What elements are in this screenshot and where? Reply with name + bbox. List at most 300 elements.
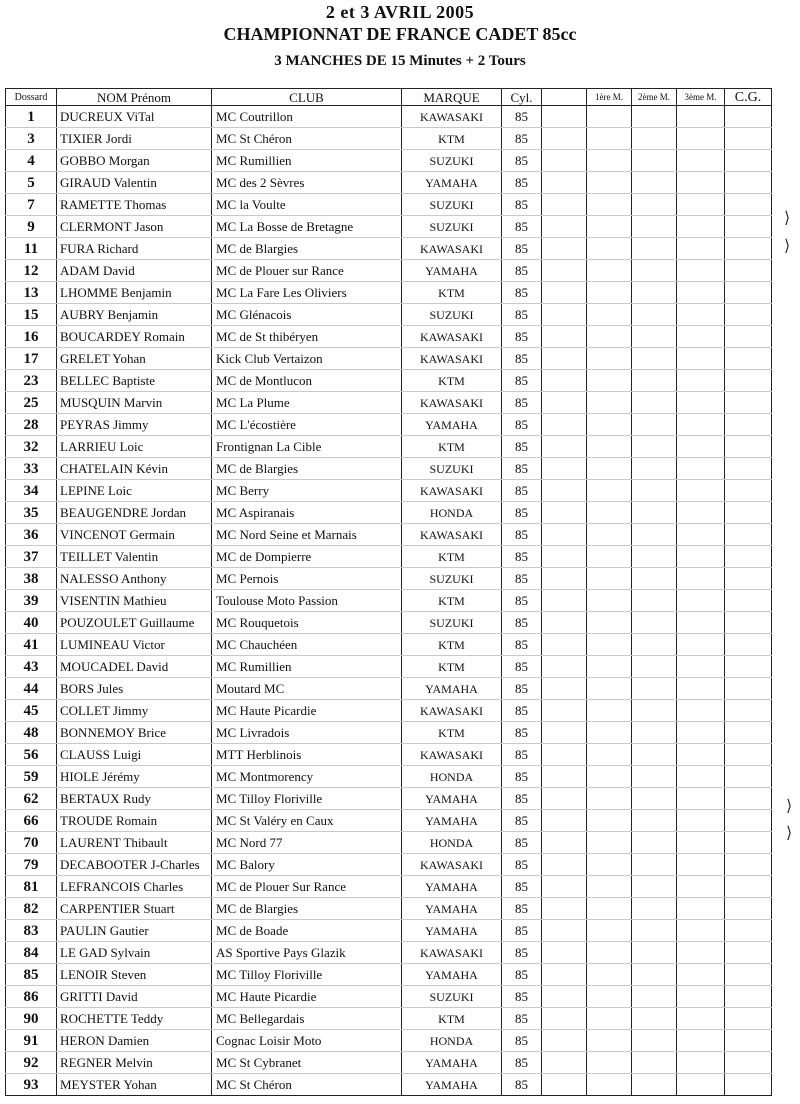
manche-2-cell [632,722,677,744]
spacer-cell [542,810,587,832]
cg-cell [725,260,772,282]
rider-name-cell: BORS Jules [57,678,212,700]
brand-cell: YAMAHA [402,1052,502,1074]
manche-1-cell [587,788,632,810]
dossard-cell: 36 [6,524,57,546]
club-cell: Cognac Loisir Moto [212,1030,402,1052]
brand-cell: YAMAHA [402,1074,502,1096]
manche-2-cell [632,1052,677,1074]
manche-2-cell [632,656,677,678]
manche-1-cell [587,128,632,150]
margin-mark: ⟩ [786,798,793,815]
manche-1-cell [587,546,632,568]
manche-3-cell [677,1008,725,1030]
brand-cell: KAWASAKI [402,348,502,370]
club-cell: MC de Blargies [212,458,402,480]
brand-cell: KAWASAKI [402,744,502,766]
spacer-cell [542,590,587,612]
rider-name-cell: LHOMME Benjamin [57,282,212,304]
club-cell: MC La Fare Les Oliviers [212,282,402,304]
brand-cell: YAMAHA [402,172,502,194]
club-cell: MC de Plouer sur Rance [212,260,402,282]
cg-cell [725,194,772,216]
spacer-cell [542,1052,587,1074]
table-row [6,128,772,150]
rider-name-cell: LEPINE Loic [57,480,212,502]
dossard-cell: 41 [6,634,57,656]
manche-3-cell [677,920,725,942]
brand-cell: KAWASAKI [402,700,502,722]
manche-3-cell [677,700,725,722]
displacement-cell: 85 [502,876,542,898]
displacement-cell: 85 [502,744,542,766]
manche-1-cell [587,1074,632,1096]
dossard-cell: 7 [6,194,57,216]
club-cell: MC des 2 Sèvres [212,172,402,194]
manche-3-cell [677,810,725,832]
col-manche-2: 2ème M. [632,89,677,106]
club-cell: MC la Voulte [212,194,402,216]
table-row [6,1008,772,1030]
rider-name-cell: LE GAD Sylvain [57,942,212,964]
manche-3-cell [677,326,725,348]
rider-name-cell: PAULIN Gautier [57,920,212,942]
brand-cell: KTM [402,370,502,392]
table-row [6,568,772,590]
dossard-cell: 44 [6,678,57,700]
table-row [6,524,772,546]
manche-3-cell [677,216,725,238]
cg-cell [725,744,772,766]
manche-1-cell [587,1008,632,1030]
brand-cell: KAWASAKI [402,480,502,502]
cg-cell [725,656,772,678]
manche-3-cell [677,832,725,854]
cg-cell [725,458,772,480]
manche-2-cell [632,964,677,986]
spacer-cell [542,1030,587,1052]
rider-name-cell: RAMETTE Thomas [57,194,212,216]
col-cyl: Cyl. [502,89,542,106]
table-row [6,964,772,986]
cg-cell [725,986,772,1008]
manche-1-cell [587,282,632,304]
manche-1-cell [587,216,632,238]
rider-name-cell: BELLEC Baptiste [57,370,212,392]
table-row [6,1074,772,1096]
club-cell: MC de Blargies [212,898,402,920]
manche-1-cell [587,502,632,524]
spacer-cell [542,700,587,722]
brand-cell: KAWASAKI [402,392,502,414]
displacement-cell: 85 [502,172,542,194]
table-row [6,1030,772,1052]
spacer-cell [542,788,587,810]
rider-name-cell: GIRAUD Valentin [57,172,212,194]
spacer-cell [542,964,587,986]
displacement-cell: 85 [502,898,542,920]
displacement-cell: 85 [502,502,542,524]
rider-name-cell: HERON Damien [57,1030,212,1052]
displacement-cell: 85 [502,942,542,964]
col-marque: MARQUE [402,89,502,106]
club-cell: Toulouse Moto Passion [212,590,402,612]
manche-3-cell [677,678,725,700]
manche-3-cell [677,1030,725,1052]
col-dossard: Dossard [6,89,57,106]
displacement-cell: 85 [502,524,542,546]
displacement-cell: 85 [502,348,542,370]
manche-2-cell [632,788,677,810]
cg-cell [725,1074,772,1096]
rider-name-cell: BEAUGENDRE Jordan [57,502,212,524]
brand-cell: KTM [402,436,502,458]
displacement-cell: 85 [502,260,542,282]
manche-3-cell [677,524,725,546]
brand-cell: YAMAHA [402,964,502,986]
manche-1-cell [587,590,632,612]
club-cell: MC Montmorency [212,766,402,788]
spacer-cell [542,898,587,920]
displacement-cell: 85 [502,150,542,172]
spacer-cell [542,150,587,172]
manche-3-cell [677,986,725,1008]
rider-name-cell: COLLET Jimmy [57,700,212,722]
manche-3-cell [677,194,725,216]
cg-cell [725,502,772,524]
rider-name-cell: TIXIER Jordi [57,128,212,150]
displacement-cell: 85 [502,1052,542,1074]
dossard-cell: 84 [6,942,57,964]
spacer-cell [542,282,587,304]
margin-mark: ⟩ [786,825,793,842]
manche-2-cell [632,216,677,238]
brand-cell: YAMAHA [402,876,502,898]
displacement-cell: 85 [502,370,542,392]
table-row [6,678,772,700]
club-cell: MC St Chéron [212,128,402,150]
manche-2-cell [632,194,677,216]
table-row [6,172,772,194]
club-cell: MC St Cybranet [212,1052,402,1074]
manche-1-cell [587,436,632,458]
cg-cell [725,480,772,502]
club-cell: MC de Boade [212,920,402,942]
dossard-cell: 28 [6,414,57,436]
manche-1-cell [587,568,632,590]
rider-name-cell: GOBBO Morgan [57,150,212,172]
club-cell: MC Tilloy Floriville [212,964,402,986]
manche-1-cell [587,1052,632,1074]
manche-3-cell [677,128,725,150]
cg-cell [725,524,772,546]
rider-name-cell: POUZOULET Guillaume [57,612,212,634]
manche-1-cell [587,634,632,656]
manche-3-cell [677,546,725,568]
rider-name-cell: GRITTI David [57,986,212,1008]
dossard-cell: 40 [6,612,57,634]
displacement-cell: 85 [502,678,542,700]
manche-2-cell [632,634,677,656]
table-header-row [6,89,772,106]
dossard-cell: 32 [6,436,57,458]
dossard-cell: 59 [6,766,57,788]
rider-name-cell: LARRIEU Loic [57,436,212,458]
dossard-cell: 81 [6,876,57,898]
manche-2-cell [632,986,677,1008]
spacer-cell [542,722,587,744]
club-cell: MC Haute Picardie [212,700,402,722]
table-row [6,634,772,656]
cg-cell [725,612,772,634]
rider-name-cell: REGNER Melvin [57,1052,212,1074]
entry-list-table [5,88,772,1096]
table-row [6,700,772,722]
dossard-cell: 86 [6,986,57,1008]
manche-1-cell [587,414,632,436]
brand-cell: HONDA [402,502,502,524]
club-cell: MC de Blargies [212,238,402,260]
dossard-cell: 15 [6,304,57,326]
spacer-cell [542,876,587,898]
displacement-cell: 85 [502,282,542,304]
displacement-cell: 85 [502,1074,542,1096]
manche-1-cell [587,392,632,414]
dossard-cell: 70 [6,832,57,854]
championship-title: CHAMPIONNAT DE FRANCE CADET 85cc [223,24,577,44]
dossard-cell: 43 [6,656,57,678]
manche-3-cell [677,634,725,656]
dossard-cell: 11 [6,238,57,260]
club-cell: MC La Bosse de Bretagne [212,216,402,238]
manche-1-cell [587,1030,632,1052]
manche-2-cell [632,744,677,766]
rider-name-cell: LEFRANCOIS Charles [57,876,212,898]
manche-1-cell [587,106,632,128]
displacement-cell: 85 [502,854,542,876]
brand-cell: KTM [402,634,502,656]
manche-1-cell [587,942,632,964]
cg-cell [725,898,772,920]
cg-cell [725,788,772,810]
cg-cell [725,678,772,700]
cg-cell [725,172,772,194]
rider-name-cell: CLAUSS Luigi [57,744,212,766]
manche-2-cell [632,678,677,700]
manche-2-cell [632,1074,677,1096]
manche-1-cell [587,766,632,788]
manche-3-cell [677,304,725,326]
manche-1-cell [587,524,632,546]
rider-name-cell: HIOLE Jérémy [57,766,212,788]
manche-3-cell [677,414,725,436]
cg-cell [725,920,772,942]
club-cell: MC Livradois [212,722,402,744]
col-club: CLUB [212,89,402,106]
rider-name-cell: DECABOOTER J-Charles [57,854,212,876]
brand-cell: KTM [402,282,502,304]
spacer-cell [542,414,587,436]
cg-cell [725,128,772,150]
displacement-cell: 85 [502,392,542,414]
dossard-cell: 13 [6,282,57,304]
spacer-cell [542,1074,587,1096]
manche-1-cell [587,260,632,282]
club-cell: Kick Club Vertaizon [212,348,402,370]
spacer-cell [542,524,587,546]
manche-2-cell [632,370,677,392]
dossard-cell: 93 [6,1074,57,1096]
manche-1-cell [587,876,632,898]
club-cell: Moutard MC [212,678,402,700]
table-row [6,986,772,1008]
rider-name-cell: GRELET Yohan [57,348,212,370]
displacement-cell: 85 [502,436,542,458]
table-row [6,612,772,634]
manche-3-cell [677,458,725,480]
displacement-cell: 85 [502,722,542,744]
table-row [6,502,772,524]
cg-cell [725,700,772,722]
manche-2-cell [632,260,677,282]
dossard-cell: 85 [6,964,57,986]
displacement-cell: 85 [502,810,542,832]
brand-cell: YAMAHA [402,414,502,436]
dossard-cell: 92 [6,1052,57,1074]
dossard-cell: 39 [6,590,57,612]
rider-name-cell: LUMINEAU Victor [57,634,212,656]
manche-2-cell [632,128,677,150]
spacer-cell [542,986,587,1008]
displacement-cell: 85 [502,480,542,502]
manche-2-cell [632,150,677,172]
brand-cell: YAMAHA [402,920,502,942]
table-row [6,744,772,766]
manche-1-cell [587,150,632,172]
manche-1-cell [587,810,632,832]
dossard-cell: 56 [6,744,57,766]
club-cell: MC Nord Seine et Marnais [212,524,402,546]
rider-name-cell: NALESSO Anthony [57,568,212,590]
brand-cell: SUZUKI [402,216,502,238]
manche-3-cell [677,898,725,920]
cg-cell [725,282,772,304]
manche-2-cell [632,282,677,304]
rider-name-cell: BERTAUX Rudy [57,788,212,810]
spacer-cell [542,172,587,194]
brand-cell: KAWASAKI [402,854,502,876]
table-row [6,238,772,260]
rider-name-cell: TEILLET Valentin [57,546,212,568]
manche-2-cell [632,172,677,194]
manche-2-cell [632,942,677,964]
manche-1-cell [587,458,632,480]
club-cell: MC Balory [212,854,402,876]
manche-2-cell [632,546,677,568]
club-cell: MC de Plouer Sur Rance [212,876,402,898]
manche-2-cell [632,898,677,920]
brand-cell: HONDA [402,1030,502,1052]
club-cell: MC Rouquetois [212,612,402,634]
club-cell: Frontignan La Cible [212,436,402,458]
spacer-cell [542,920,587,942]
spacer-cell [542,480,587,502]
table-row [6,788,772,810]
manche-3-cell [677,370,725,392]
brand-cell: SUZUKI [402,986,502,1008]
manche-1-cell [587,370,632,392]
spacer-cell [542,678,587,700]
rider-name-cell: VISENTIN Mathieu [57,590,212,612]
manche-3-cell [677,876,725,898]
table-row [6,656,772,678]
spacer-cell [542,502,587,524]
table-row [6,436,772,458]
rider-name-cell: MUSQUIN Marvin [57,392,212,414]
club-cell: MC Pernois [212,568,402,590]
spacer-cell [542,238,587,260]
club-cell: MC de St thibéryen [212,326,402,348]
manche-2-cell [632,524,677,546]
club-cell: MC de Montlucon [212,370,402,392]
dossard-cell: 25 [6,392,57,414]
rider-name-cell: BOUCARDEY Romain [57,326,212,348]
spacer-cell [542,194,587,216]
displacement-cell: 85 [502,700,542,722]
col-spacer [542,89,587,106]
manche-2-cell [632,348,677,370]
manche-1-cell [587,238,632,260]
spacer-cell [542,304,587,326]
rider-name-cell: CHATELAIN Kévin [57,458,212,480]
brand-cell: SUZUKI [402,150,502,172]
dossard-cell: 66 [6,810,57,832]
rider-name-cell: DUCREUX ViTal [57,106,212,128]
manche-2-cell [632,568,677,590]
table-row [6,810,772,832]
manche-3-cell [677,106,725,128]
rider-name-cell: CARPENTIER Stuart [57,898,212,920]
brand-cell: YAMAHA [402,260,502,282]
brand-cell: KAWASAKI [402,524,502,546]
spacer-cell [542,326,587,348]
manche-2-cell [632,590,677,612]
dossard-cell: 23 [6,370,57,392]
dossard-cell: 17 [6,348,57,370]
spacer-cell [542,458,587,480]
manche-2-cell [632,106,677,128]
displacement-cell: 85 [502,788,542,810]
manche-1-cell [587,744,632,766]
dossard-cell: 3 [6,128,57,150]
table-row [6,348,772,370]
brand-cell: KAWASAKI [402,326,502,348]
spacer-cell [542,546,587,568]
manche-3-cell [677,590,725,612]
brand-cell: KTM [402,590,502,612]
manche-2-cell [632,612,677,634]
rider-name-cell: CLERMONT Jason [57,216,212,238]
cg-cell [725,942,772,964]
displacement-cell: 85 [502,546,542,568]
manche-1-cell [587,194,632,216]
brand-cell: KAWASAKI [402,238,502,260]
rider-name-cell: TROUDE Romain [57,810,212,832]
brand-cell: SUZUKI [402,194,502,216]
race-format: 3 MANCHES DE 15 Minutes + 2 Tours [274,53,526,69]
manche-2-cell [632,920,677,942]
displacement-cell: 85 [502,238,542,260]
